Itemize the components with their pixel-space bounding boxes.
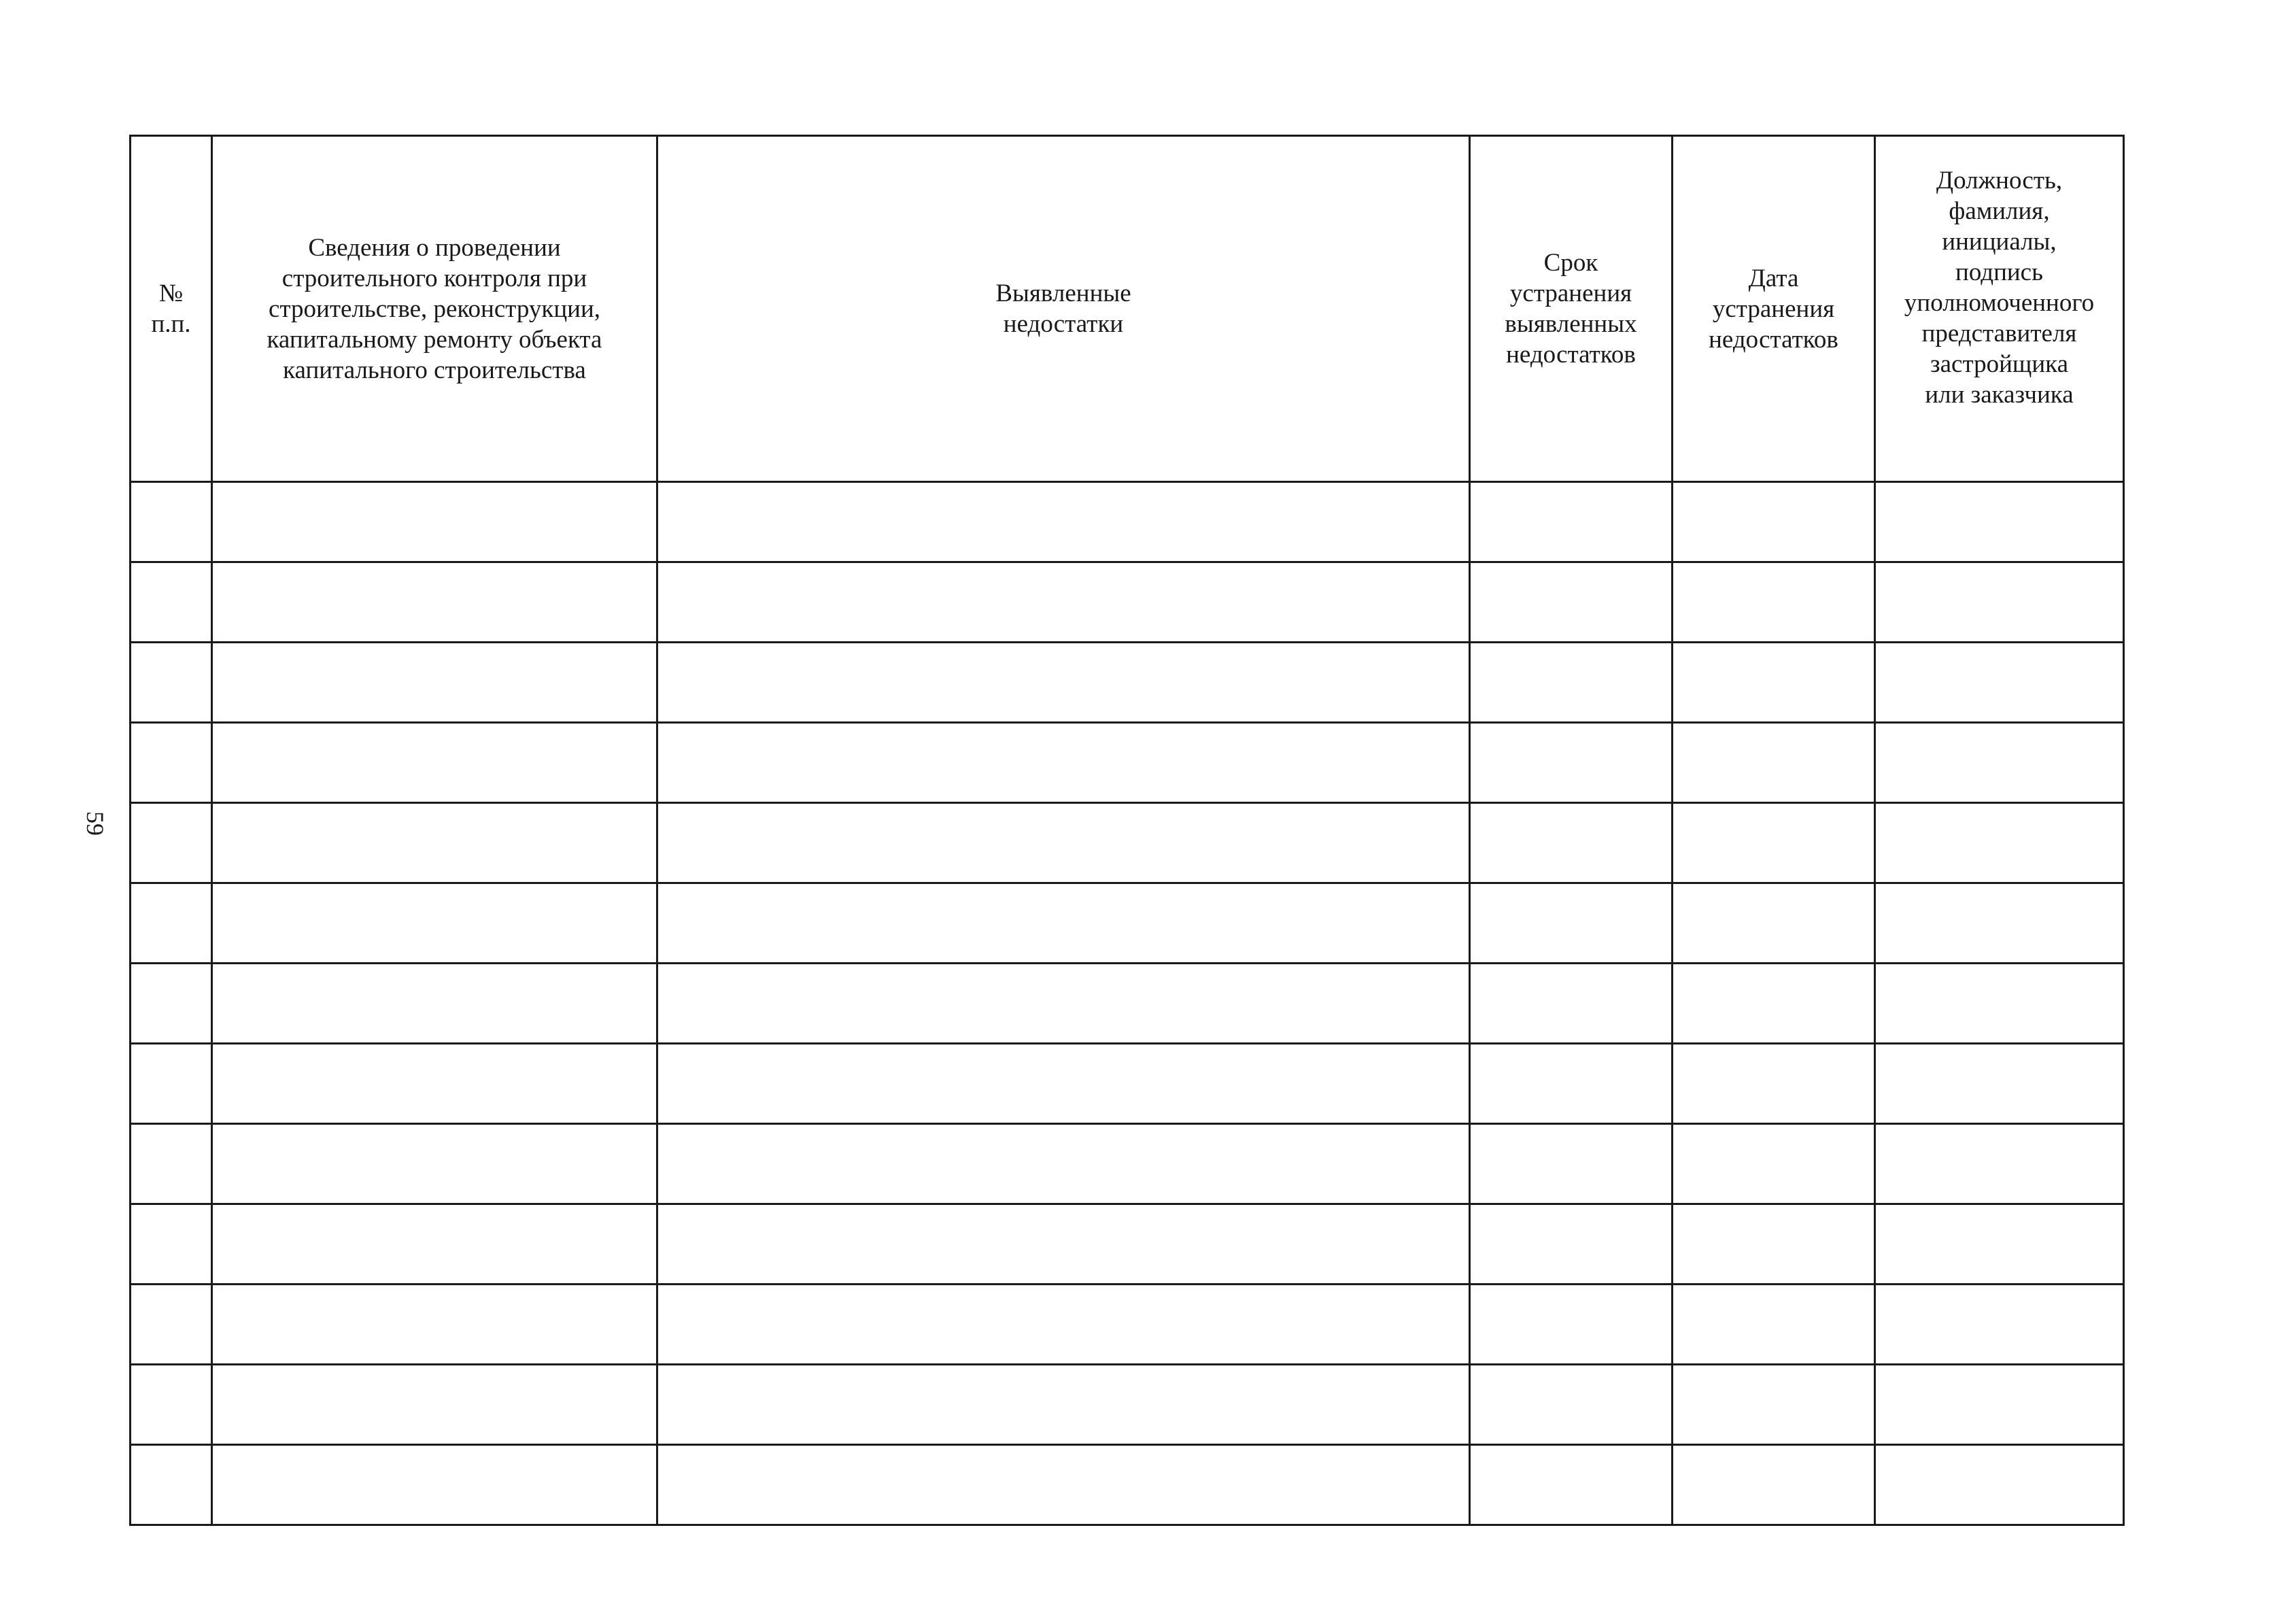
table-cell	[1875, 723, 2124, 803]
table-cell	[131, 562, 212, 643]
table-cell	[131, 883, 212, 964]
table-cell	[657, 1204, 1470, 1285]
table-cell	[1470, 482, 1673, 562]
table-cell	[1470, 1204, 1673, 1285]
table-cell	[1673, 1445, 1875, 1525]
table-cell	[657, 723, 1470, 803]
table-cell	[657, 1124, 1470, 1204]
page-number: 59	[82, 811, 109, 836]
table-cell	[1875, 1365, 2124, 1445]
table-cell	[212, 883, 657, 964]
table-cell	[1470, 1124, 1673, 1204]
table-cell	[1673, 1044, 1875, 1124]
table-cell	[1673, 1204, 1875, 1285]
table-cell	[212, 723, 657, 803]
table-cell	[131, 1124, 212, 1204]
defects-table	[129, 135, 2125, 1526]
table-cell	[131, 1044, 212, 1124]
table-cell	[131, 1365, 212, 1445]
table-cell	[657, 883, 1470, 964]
table-cell	[1875, 1044, 2124, 1124]
table-cell	[1673, 1124, 1875, 1204]
table-cell	[131, 1204, 212, 1285]
table-cell	[1470, 562, 1673, 643]
table-cell	[657, 562, 1470, 643]
table-row	[131, 1124, 2124, 1204]
table-cell	[1673, 562, 1875, 643]
table-cell	[657, 643, 1470, 723]
table-cell	[1875, 482, 2124, 562]
header-fix-date: Дата устранения недостатков	[1673, 136, 1875, 482]
table-cell	[1875, 964, 2124, 1044]
table-cell	[1470, 1285, 1673, 1365]
table-cell	[212, 1204, 657, 1285]
table-cell	[1673, 723, 1875, 803]
table-cell	[1875, 1124, 2124, 1204]
table-cell	[212, 1365, 657, 1445]
header-deadline: Срок устранения выявленных недостатков	[1470, 136, 1673, 482]
table-cell	[212, 1285, 657, 1365]
table-cell	[212, 803, 657, 883]
table-row	[131, 1365, 2124, 1445]
header-identified-defects: Выявленные недостатки	[657, 136, 1470, 482]
table-cell	[131, 964, 212, 1044]
table-cell	[212, 562, 657, 643]
table-cell	[657, 1044, 1470, 1124]
table-cell	[1673, 1365, 1875, 1445]
table-cell	[1470, 643, 1673, 723]
table-cell	[212, 1044, 657, 1124]
table-cell	[131, 482, 212, 562]
table-row	[131, 723, 2124, 803]
table-cell	[1875, 1204, 2124, 1285]
table-row	[131, 1204, 2124, 1285]
table-row	[131, 1285, 2124, 1365]
table-cell	[1470, 723, 1673, 803]
table-cell	[212, 1445, 657, 1525]
table-row	[131, 883, 2124, 964]
table-cell	[212, 964, 657, 1044]
table-cell	[1673, 803, 1875, 883]
table-cell	[657, 1285, 1470, 1365]
table-row	[131, 482, 2124, 562]
table-cell	[1875, 643, 2124, 723]
table-cell	[1875, 1285, 2124, 1365]
header-representative: Должность, фамилия, инициалы, подпись уполномоченного представителя застройщика или заказчика	[1875, 136, 2124, 482]
table-row	[131, 562, 2124, 643]
table-cell	[1470, 1044, 1673, 1124]
table-cell	[1470, 1445, 1673, 1525]
table-cell	[212, 643, 657, 723]
table-body	[131, 482, 2124, 1525]
table-cell	[212, 482, 657, 562]
table-cell	[1470, 883, 1673, 964]
table-row	[131, 1445, 2124, 1525]
table-cell	[1875, 1445, 2124, 1525]
table-cell	[1673, 964, 1875, 1044]
table-row	[131, 643, 2124, 723]
table-cell	[1673, 883, 1875, 964]
table-cell	[131, 803, 212, 883]
table-cell	[1875, 562, 2124, 643]
table-cell	[1875, 803, 2124, 883]
table-cell	[131, 1445, 212, 1525]
table-row	[131, 964, 2124, 1044]
header-construction-control-info: Сведения о проведении строительного контроля при строительстве, реконструкции, капитальному ремонту объекта капитального строительства	[212, 136, 657, 482]
table-cell	[212, 1124, 657, 1204]
table-cell	[131, 1285, 212, 1365]
table-row	[131, 803, 2124, 883]
table-header-row	[131, 136, 2124, 482]
table-cell	[1470, 964, 1673, 1044]
header-number: № п.п.	[131, 136, 212, 482]
table-cell	[657, 1365, 1470, 1445]
table-cell	[657, 964, 1470, 1044]
table-cell	[1673, 482, 1875, 562]
table-cell	[1470, 803, 1673, 883]
table-cell	[1673, 1285, 1875, 1365]
table-cell	[131, 643, 212, 723]
table-cell	[657, 482, 1470, 562]
table-cell	[1875, 883, 2124, 964]
table-cell	[131, 723, 212, 803]
table-cell	[1673, 643, 1875, 723]
table-cell	[657, 803, 1470, 883]
table-cell	[657, 1445, 1470, 1525]
table-cell	[1470, 1365, 1673, 1445]
table-row	[131, 1044, 2124, 1124]
